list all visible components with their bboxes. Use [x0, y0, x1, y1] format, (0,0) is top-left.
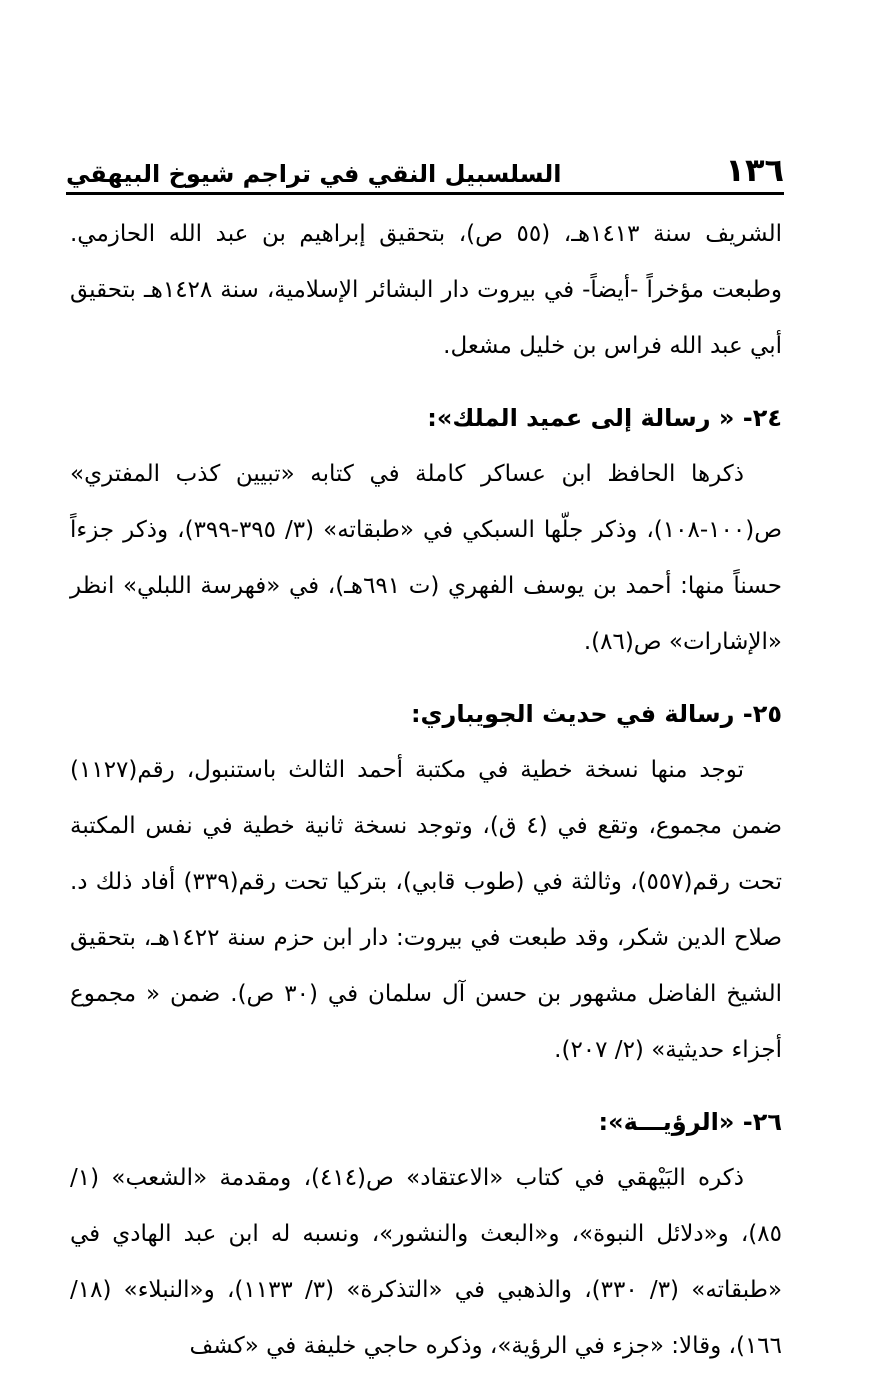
section-heading-26: ٢٦- «الرؤيـــة»:	[598, 1108, 782, 1136]
paragraph: توجد منها نسخة خطية في مكتبة أحمد الثالث باستنبول، رقم(١١٢٧) ضمن مجموع، وتقع في (٤ ق)، وتوجد نسخة ثانية خطية في نفس المكتبة تحت رقم(٥٥٧)، وثالثة في (طوب قابي)، بتركيا تحت رقم(٣٣٩) أفاد ذلك د. صلاح الدين شكر، وقد طبعت في بيروت: دار ابن حزم سنة ١٤٢٢هـ، بتحقيق الشيخ الفاضل مشهور بن حسن آل سلمان في (٣٠ ص). ضمن « مجموع أجزاء حديثية» (٢/ ٢٠٧).	[70, 757, 783, 1063]
paragraph: الشريف سنة ١٤١٣هـ، (٥٥ ص)، بتحقيق إبراهيم بن عبد الله الحازمي. وطبعت مؤخراً -أيضاً- في بيروت دار البشائر الإسلامية، سنة ١٤٢٨هـ بتحقيق أبي عبد الله فراس بن خليل مشعل.	[70, 221, 783, 359]
page-header	[66, 138, 784, 195]
section-heading-25: ٢٥- رسالة في حديث الجويباري:	[410, 700, 782, 728]
paragraph: ذكره البَيْهقي في كتاب «الاعتقاد» ص(٤١٤)، ومقدمة «الشعب» (١/ ٨٥)، و«دلائل النبوة»، و«البعث والنشور»، ونسبه له ابن عبد الهادي في «طبقاته» (٣/ ٣٣٠)، والذهبي في «التذكرة» (٣/ ١١٣٣)، و«النبلاء» (١٨/ ١٦٦)، وقالا: «جزء في الرؤية»، وذكره حاجي خليفة في «كشف	[70, 1165, 783, 1359]
page-body	[70, 206, 782, 1374]
page-number: ١٣٦	[725, 151, 784, 189]
section-heading-24: ٢٤- « رسالة إلى عميد الملك»:	[427, 404, 782, 432]
paragraph: ذكرها الحافظ ابن عساكر كاملة في كتابه «تبيين كذب المفتري» ص(١٠٠-١٠٨)، وذكر جلّها السبكي في «طبقاته» (٣/ ٣٩٥-٣٩٩)، وذكر جزءاً حسناً منها: أحمد بن يوسف الفهري (ت ٦٩١هـ)، في «فهرسة اللبلي» انظر «الإشارات» ص(٨٦).	[70, 461, 783, 655]
running-title: السلسبيل النقي في تراجم شيوخ البيهقي	[66, 160, 562, 188]
